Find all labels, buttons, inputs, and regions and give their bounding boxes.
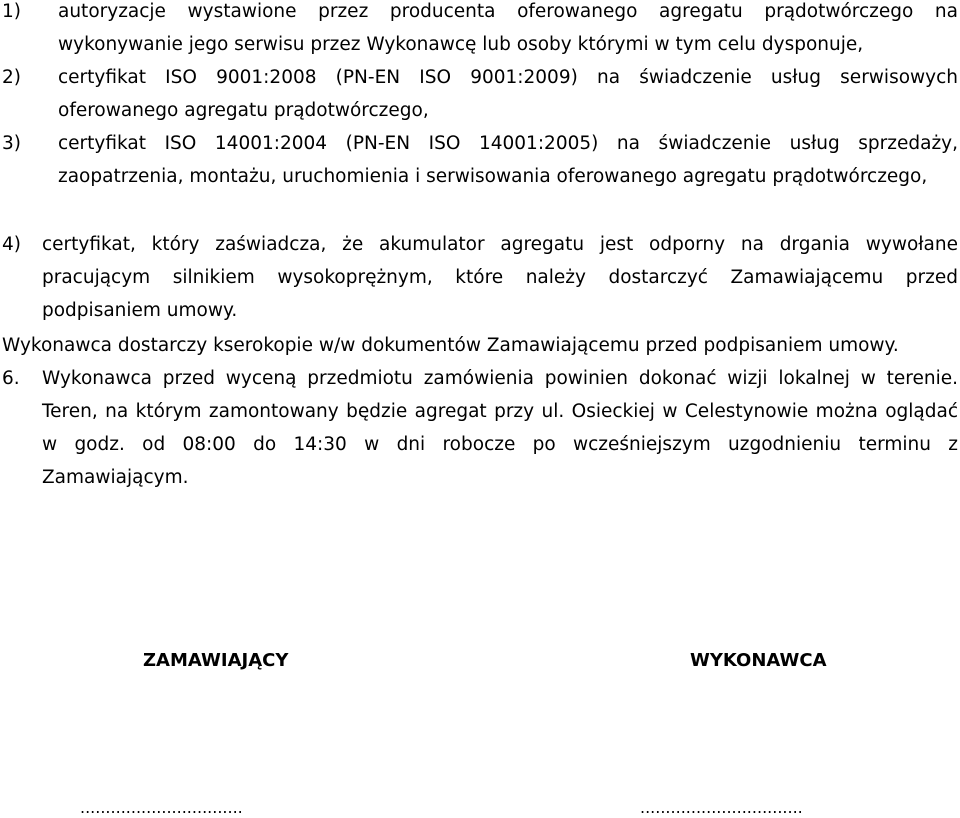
list-item-2 — [0, 61, 958, 127]
list-item-number: 3) — [2, 133, 21, 154]
section-text: Wykonawca przed wyceną przedmiotu zamówienia powinien dokonać wizji lokalnej w terenie. Teren, na którym zamontowany będzie agregat przy ul. Osieckiej w Celestynowie można oglądać w godz. od 08:00 do 14:30 w dni robocze po wcześniejszym uzgodnieniu terminu z Zamawiającym. — [42, 368, 958, 488]
list-item-text: certyfikat ISO 9001:2008 (PN-EN ISO 9001:2009) na świadczenie usług serwisowych oferowanego agregatu prądotwórczego, — [58, 67, 958, 121]
section-6 — [0, 362, 958, 494]
list-item-3 — [0, 127, 958, 193]
list-item-text: certyfikat ISO 14001:2004 (PN-EN ISO 14001:2005) na świadczenie usług sprzedaży, zaopatrzenia, montażu, uruchomienia i serwisowania oferowanego agregatu prądotwórczego, — [58, 133, 958, 187]
signature-line-ordering-party: ................................ — [80, 798, 243, 817]
signature-label-ordering-party: ZAMAWIAJĄCY — [143, 650, 289, 671]
list-item-number: 2) — [2, 67, 21, 88]
list-item-4 — [0, 228, 958, 327]
copies-note: Wykonawca dostarczy kserokopie w/w dokumentów Zamawiającemu przed podpisaniem umowy. — [2, 335, 899, 356]
list-item-1 — [0, 0, 958, 61]
signature-line-contractor: ................................ — [640, 798, 803, 817]
list-item-number: 1) — [2, 1, 21, 22]
list-item-text: autoryzacje wystawione przez producenta oferowanego agregatu prądotwórczego na wykonywanie jego serwisu przez Wykonawcę lub osoby którymi w tym celu dysponuje, — [58, 1, 958, 55]
list-item-number: 4) — [2, 234, 21, 255]
section-number: 6. — [2, 368, 20, 389]
signature-label-contractor: WYKONAWCA — [690, 650, 827, 671]
list-item-text: certyfikat, który zaświadcza, że akumulator agregatu jest odporny na drgania wywołane pracującym silnikiem wysokoprężnym, które należy dostarczyć Zamawiającemu przed podpisaniem umowy. — [42, 234, 958, 321]
